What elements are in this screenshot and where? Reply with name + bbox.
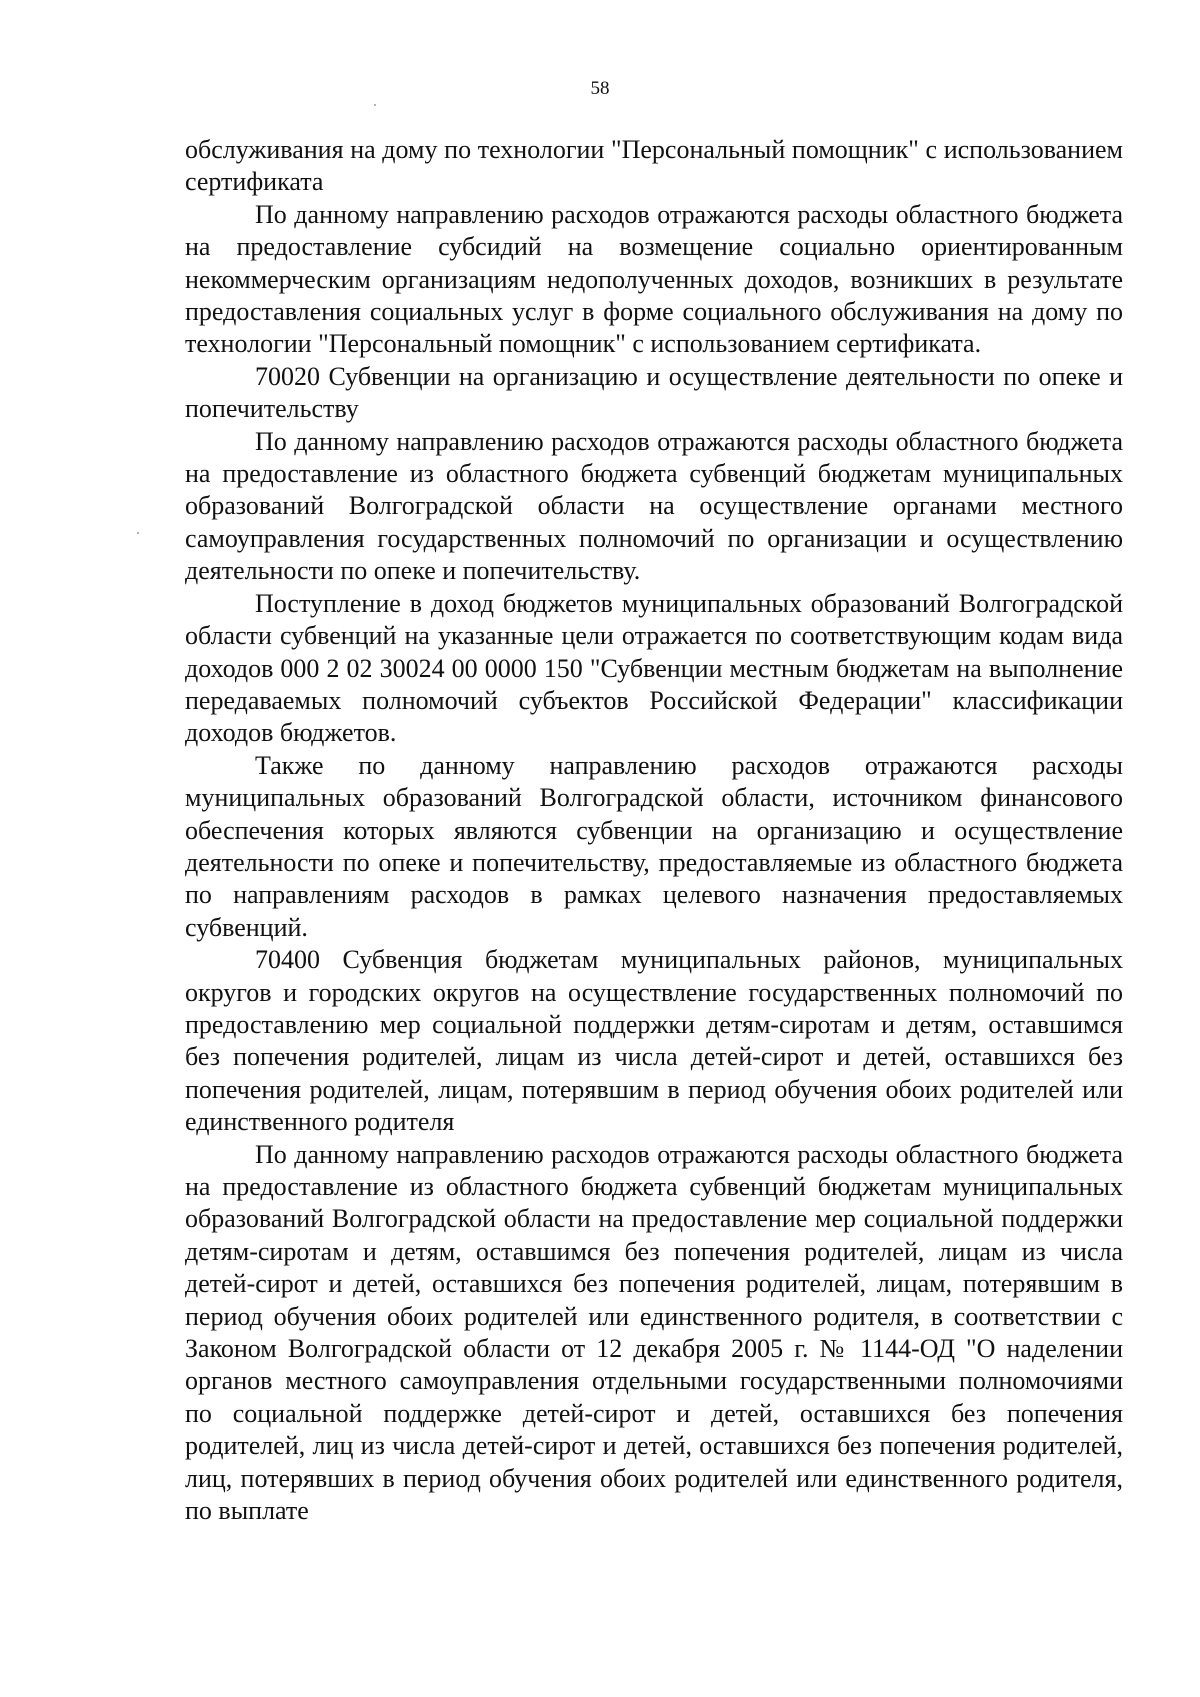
scan-speck — [374, 104, 376, 106]
page-number: 58 — [590, 78, 610, 99]
section-heading-70020: 70020 Субвенции на организацию и осуществление деятельности по опеке и попечительству — [185, 361, 1123, 424]
scan-speck — [137, 532, 139, 534]
paragraph: Поступление в доход бюджетов муниципальных образований Волгоградской области субвенций на указанные цели отражается по соответствующим кодам вида доходов 000 2 02 30024 00 0000 150 "Субвенции местным бюджетам на выполнение передаваемых полномочий субъектов Российской Федерации" классификации доходов бюджетов. — [185, 588, 1123, 748]
paragraph: По данному направлению расходов отражаются расходы областного бюджета на предоставление из областного бюджета субвенций бюджетам муниципальных образований Волгоградской области на предоставление мер социальной поддержки детям-сиротам и детям, оставшимся без попечения родителей, лицам из числа детей-сирот и детей, оставшихся без попечения родителей, лицам, потерявшим в период обучения обоих родителей или единственного родителя, в соответствии с Законом Волгоградской области от 12 декабря 2005 г. № 1144-ОД "О наделении органов местного самоуправления отдельными государственными полномочиями по социальной поддержке детей-сирот и детей, оставшихся без попечения родителей, лиц из числа детей-сирот и детей, оставшихся без попечения родителей, лиц, потерявших в период обучения обоих родителей или единственного родителя, по выплате — [185, 1139, 1123, 1526]
paragraph: Также по данному направлению расходов отражаются расходы муниципальных образований Волгоградской области, источником финансового обеспечения которых являются субвенции на организацию и осуществление деятельности по опеке и попечительству, предоставляемые из областного бюджета по направлениям расходов в рамках целевого назначения предоставляемых субвенций. — [185, 750, 1123, 942]
section-heading-70400: 70400 Субвенция бюджетам муниципальных районов, муниципальных округов и городских округов на осуществление государственных полномочий по предоставлению мер социальной поддержки детям-сиротам и детям, оставшимся без попечения родителей, лицам из числа детей-сирот и детей, оставшихся без попечения родителей, лицам, потерявшим в период обучения обоих родителей или единственного родителя — [185, 945, 1123, 1137]
paragraph: По данному направлению расходов отражаются расходы областного бюджета на предоставление из областного бюджета субвенций бюджетам муниципальных образований Волгоградской области на осуществление органами местного самоуправления государственных полномочий по организации и осуществлению деятельности по опеке и попечительству. — [185, 426, 1123, 586]
document-body — [185, 134, 1123, 1527]
paragraph: По данному направлению расходов отражаются расходы областного бюджета на предоставление субсидий на возмещение социально ориентированным некоммерческим организациям недополученных доходов, возникших в результате предоставления социальных услуг в форме социального обслуживания на дому по технологии "Персональный помощник" с использованием сертификата. — [185, 199, 1123, 359]
paragraph-continuation: обслуживания на дому по технологии "Персональный помощник" с использованием сертификата — [185, 135, 1123, 197]
